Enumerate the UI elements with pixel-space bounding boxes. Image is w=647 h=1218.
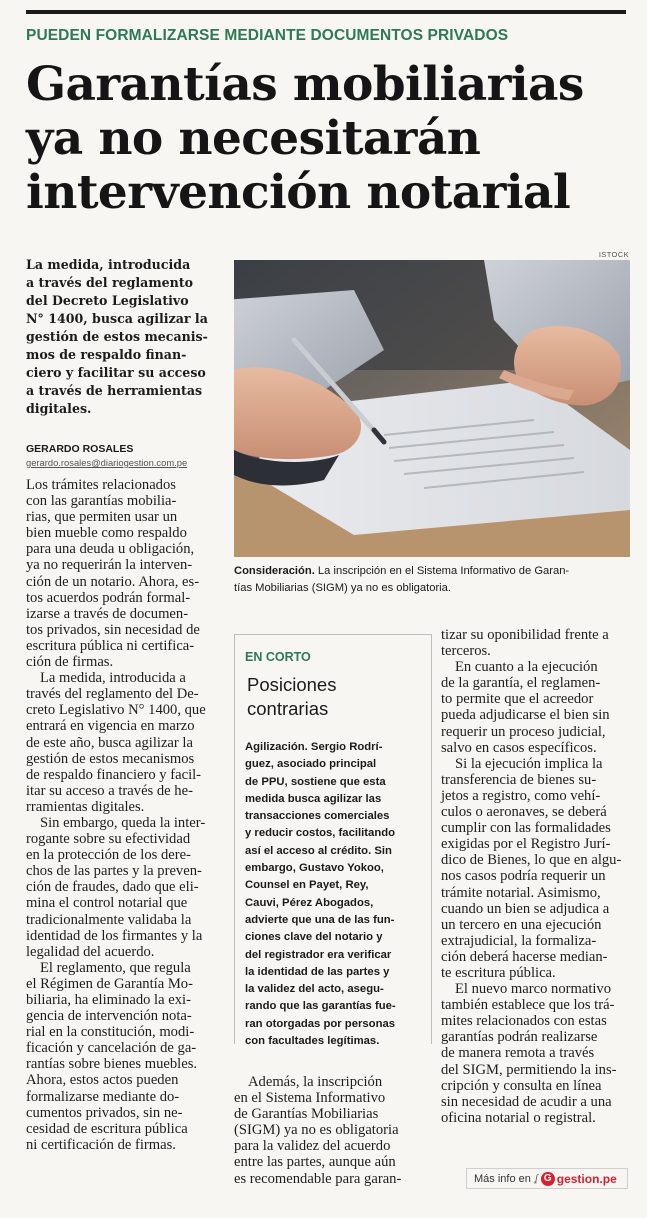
body-line: (SIGM) ya no es obligatoria: [234, 1122, 399, 1139]
body-line: entrará en vigencia en marzo: [26, 718, 195, 735]
body-line: garantías podrán realizarse: [441, 1029, 598, 1046]
lead-line: mos de respaldo finan-: [26, 347, 187, 362]
body-line: exigidas por el Registro Jurí-: [441, 836, 611, 853]
body-line: oficina notarial o registral.: [441, 1109, 596, 1126]
body-line: cuando un bien se adjudica a: [441, 900, 610, 917]
body-line: de la garantía, el reglamen-: [441, 675, 601, 692]
lead-line: N° 1400, busca agilizar la: [26, 311, 208, 326]
body-line: escritura pública ni certifica-: [26, 637, 195, 654]
headline-line: Garantías mobiliarias: [26, 57, 584, 112]
lead-line: digitales.: [26, 401, 92, 416]
body-line: rial en la constitución, modi-: [26, 1024, 195, 1041]
top-rule: [26, 10, 626, 14]
lead-line: a través de herramientas: [26, 383, 203, 398]
body-line: dico de Bienes, lo que en algu-: [441, 852, 622, 869]
body-line: Ahora, estos actos pueden: [26, 1072, 179, 1089]
body-line: pueda adjudicarse el bien sin: [441, 707, 610, 724]
body-line: Los trámites relacionados: [26, 477, 176, 493]
body-line: de manera remota a través: [441, 1045, 595, 1062]
sidebar-line: medida busca agilizar las: [245, 792, 382, 805]
sidebar-line: la validez del acto, asegu-: [245, 983, 384, 996]
sidebar-line: embargo, Gustavo Yokoo,: [245, 862, 384, 875]
sidebar-tag: EN CORTO: [245, 650, 311, 664]
body-line: tradicionalmente validaba la: [26, 911, 192, 928]
body-line: jetos a registro, como vehí-: [441, 787, 601, 804]
body-line: para una deuda u obligación,: [26, 541, 195, 558]
body-line: ción de firmas.: [26, 654, 114, 671]
body-line: ción de fraudes, dado que eli-: [26, 879, 199, 896]
sidebar-line: ran otorgadas por personas: [245, 1017, 396, 1030]
body-line: Si la ejecución implica la: [455, 755, 603, 772]
photo-illustration: [234, 260, 630, 557]
body-line: El nuevo marco normativo: [455, 981, 612, 998]
body-line: rias, que permiten usar un: [26, 509, 178, 526]
gestion-logo-icon: G: [541, 1172, 555, 1186]
body-line: rramientas digitales.: [26, 798, 145, 815]
sidebar-title-line: Posiciones: [247, 674, 337, 695]
body-line: formalizarse mediante do-: [26, 1088, 180, 1105]
body-line: mites relacionados con estas: [441, 1013, 607, 1030]
body-line: con las garantías mobilia-: [26, 493, 177, 510]
body-line: ni certificación de firmas.: [26, 1136, 176, 1153]
body-line: entre las partes, aunque aún: [234, 1154, 396, 1171]
body-line: En cuanto a la ejecución: [455, 659, 598, 676]
body-line: biliaria, ha eliminado la exi-: [26, 992, 191, 1008]
body-line: creto Legislativo N° 1400, que: [26, 702, 206, 719]
lead-paragraph: [26, 256, 224, 418]
body-line: ya no requerirán la interven-: [26, 557, 193, 574]
sidebar-line: ciones clave del notario y: [245, 931, 383, 944]
body-line: izarse a través de documen-: [26, 605, 189, 622]
body-line: legalidad del acuerdo.: [26, 943, 155, 960]
body-line: extrajudicial, la formaliza-: [441, 932, 597, 949]
body-line: mina el control notarial que: [26, 895, 188, 912]
body-line: nos casos podría requerir un: [441, 868, 606, 885]
body-line: en el Sistema Informativo: [234, 1090, 386, 1107]
sidebar-line: con facultades legítimas.: [245, 1035, 380, 1048]
sidebar-line: la identidad de las partes y: [245, 965, 390, 978]
body-line: ficación y cancelación de ga-: [26, 1040, 197, 1057]
body-line: del SIGM, permitiendo la ins-: [441, 1061, 617, 1078]
body-line: El reglamento, que regula: [40, 959, 191, 976]
lead-line: ciero y facilitar su acceso: [26, 365, 206, 380]
body-line: es recomendable para garan-: [234, 1170, 402, 1187]
headline: [26, 58, 636, 220]
body-line: de este año, busca agilizar la: [26, 734, 193, 751]
body-line: Sin embargo, queda la inter-: [40, 814, 206, 831]
body-line: te escritura pública.: [441, 964, 556, 981]
body-column-2: [234, 1074, 432, 1187]
body-line: cumentos privados, sin ne-: [26, 1104, 183, 1121]
body-line: un tercero en una ejecución: [441, 916, 602, 933]
sidebar-title-line: contrarias: [247, 698, 329, 719]
body-line: sin necesidad de acudir a una: [441, 1093, 612, 1110]
body-line: través del reglamento del De-: [26, 686, 199, 703]
body-line: terceros.: [441, 643, 491, 660]
kicker: PUEDEN FORMALIZARSE MEDIANTE DOCUMENTOS PRIVADOS: [26, 27, 509, 44]
body-line: Además, la inscripción: [248, 1074, 383, 1090]
lead-line: del Decreto Legislativo: [26, 293, 189, 308]
body-line: para la validez del acuerdo: [234, 1138, 391, 1155]
sidebar-line: y reducir costos, facilitando: [245, 827, 396, 840]
body-column-1: [26, 477, 228, 1153]
photo-caption: [234, 563, 634, 597]
body-line: bien mueble como respaldo: [26, 525, 187, 542]
body-line: to permite que el acreedor: [441, 691, 594, 708]
body-line: también establece que los trá-: [441, 997, 615, 1014]
sidebar-box: [234, 634, 432, 1048]
body-line: tizar su oponibilidad frente a: [441, 627, 609, 643]
caption-label: Consideración.: [234, 565, 315, 577]
body-line: rogante sobre su efectividad: [26, 831, 191, 848]
sidebar-line: Cauvi, Pérez Abogados,: [245, 896, 374, 909]
body-line: gencia de intervención nota-: [26, 1008, 192, 1025]
headline-line: ya no necesitarán: [26, 111, 481, 166]
body-line: cesidad de escritura pública: [26, 1120, 188, 1137]
body-line: tos acuerdos podrán formal-: [26, 589, 191, 606]
body-line: salvo en casos específicos.: [441, 739, 597, 756]
body-line: identidad de los firmantes y la: [26, 927, 203, 944]
body-line: ción deberá hacerse median-: [441, 948, 608, 965]
sidebar-line: transacciones comerciales: [245, 810, 390, 823]
gestion-brand: gestion.pe: [556, 1171, 617, 1186]
body-line: requerir un proceso judicial,: [441, 723, 606, 740]
body-line: chos de las partes y la preven-: [26, 863, 202, 880]
sidebar-line: advierte que una de las fun-: [245, 913, 395, 926]
caption-line: tías Mobiliarias (SIGM) ya no es obligatoria.: [234, 582, 451, 594]
photo-credit: ISTOCK: [598, 250, 629, 259]
headline-line: intervención notarial: [26, 165, 571, 220]
body-line: rantías sobre bienes muebles.: [26, 1056, 198, 1073]
sidebar-body: [245, 739, 429, 1050]
body-line: el Régimen de Garantía Mo-: [26, 975, 193, 992]
body-line: trámite notarial. Asimismo,: [441, 884, 601, 901]
body-line: de Garantías Mobiliarias: [234, 1106, 379, 1123]
body-column-3: [441, 627, 633, 1126]
more-info-label: Más info en: [474, 1172, 531, 1185]
body-line: itar su acceso a través de he-: [26, 782, 193, 799]
body-line: transferencia de bienes su-: [441, 771, 597, 788]
body-line: gestión de estos mecanismos: [26, 750, 195, 767]
sidebar-line: rando que las garantías fue-: [245, 1000, 396, 1013]
body-line: tos privados, sin necesidad de: [26, 621, 200, 638]
lead-line: La medida, introducida: [26, 257, 191, 272]
sidebar-line: así el acceso al crédito. Sin: [245, 844, 392, 857]
more-info-link[interactable]: [466, 1168, 628, 1189]
body-line: culos o aeronaves, se deberá: [441, 804, 607, 821]
sidebar-title: [247, 673, 336, 721]
sidebar-line: del registrador era verificar: [245, 948, 392, 961]
body-line: La medida, introducida a: [40, 670, 186, 687]
swirl-icon: ʆ: [534, 1173, 538, 1184]
caption-text: La inscripción en el Sistema Informativo de Garan-: [314, 565, 570, 577]
byline-email[interactable]: gerardo.rosales@diariogestion.com.pe: [26, 457, 188, 468]
sidebar-line: Counsel en Payet, Rey,: [245, 879, 369, 892]
caption-line: [234, 563, 634, 580]
lead-line: gestión de estos mecanis-: [26, 329, 208, 344]
body-line: cumplir con las formalidades: [441, 820, 611, 837]
lead-line: a través del reglamento: [26, 275, 194, 290]
body-line: ción de un notario. Ahora, es-: [26, 573, 200, 590]
sidebar-line: Agilización. Sergio Rodrí-: [245, 741, 383, 753]
body-line: de respaldo financiero y facil-: [26, 766, 202, 783]
sidebar-line: de PPU, sostiene que esta: [245, 775, 386, 788]
article-photo: [234, 260, 630, 557]
sidebar-line: guez, asociado principal: [245, 758, 377, 771]
byline-author: GERARDO ROSALES: [26, 443, 134, 455]
body-line: en la protección de los dere-: [26, 847, 191, 864]
body-line: cripción y consulta en línea: [441, 1077, 602, 1094]
